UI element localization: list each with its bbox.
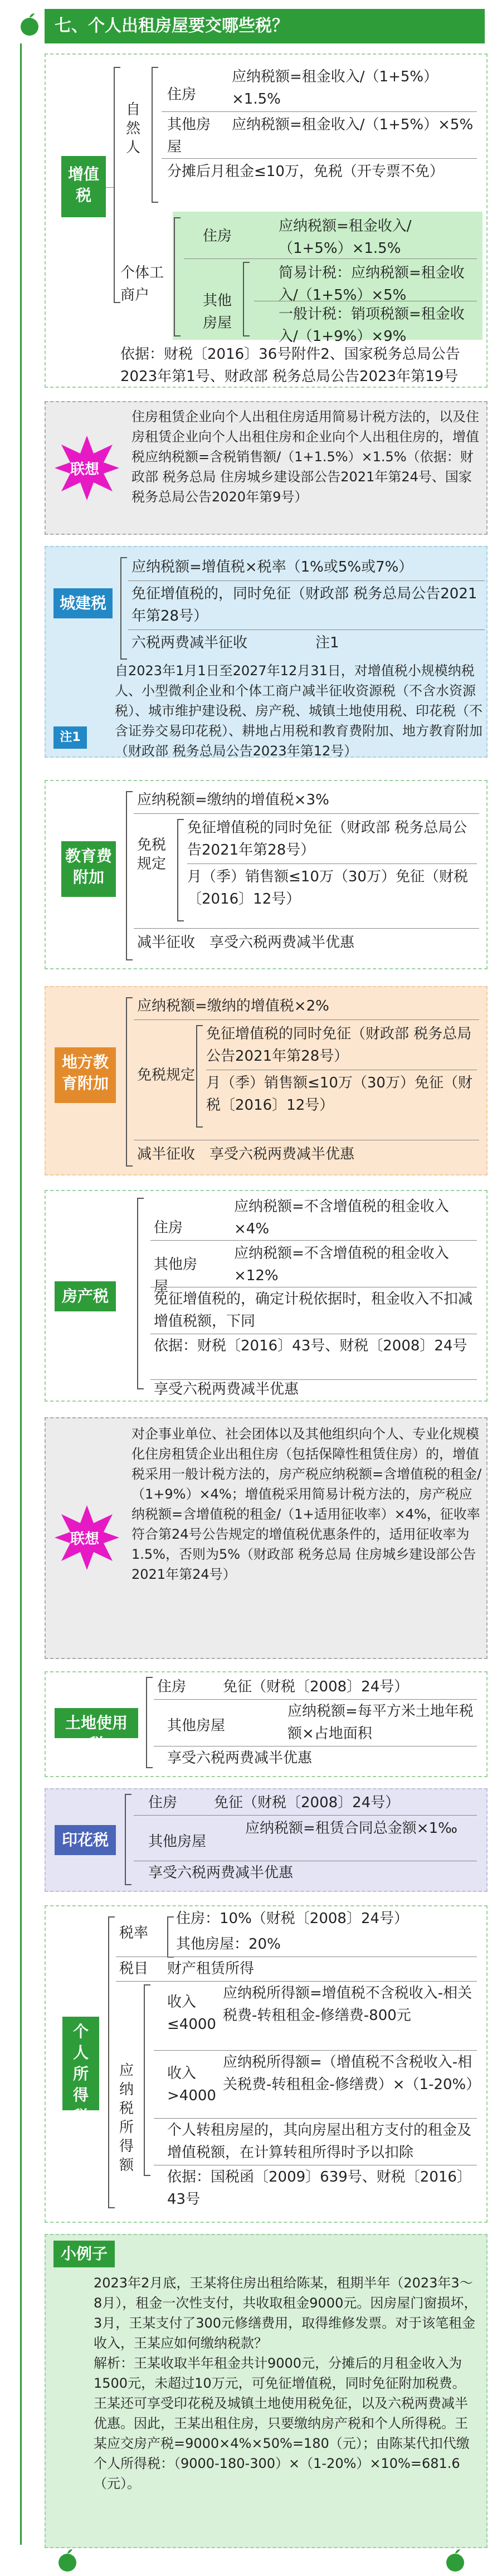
property-vat-exempt: 免征增值税的，确定计税依据时，租金收入不扣减增值税额，下同 (154, 1291, 473, 1330)
edu-exempt2: 月（季）销售额≤10万（30万）免征（财税〔2016〕12号） (187, 869, 468, 908)
land-tag: 土地使用税 (55, 1708, 138, 1738)
edu-half-label: 减半征收 (137, 934, 196, 951)
pit-over4000-label: 收入>4000 (167, 2065, 216, 2104)
example-text: 2023年2月底，王某将住房出租给陈某，租期半年（2023年3～8月），租金一次性支付，共收取租金9000元。因房屋门窗损坏，3月，王某支付了300元修缮费用，取得维修发票。对于该笔租金收入，王某应如何缴纳税款？ (94, 2275, 477, 2351)
land-other: 其他房屋 (167, 1718, 226, 1734)
property-half: 享受六税两费减半优惠 (154, 1381, 299, 1398)
local-edu-formula: 应纳税额=缴纳的增值税×2% (137, 998, 329, 1014)
local-edu-exempt1: 免征增值税的同时免征（财政部 税务总局公告2021年第28号） (206, 1026, 472, 1065)
pit-sublet: 个人转租房屋的，其向房屋出租方支付的租金及增值税额，在计算转租所得时予以扣除 (167, 2122, 472, 2161)
vat-residence: 住房 (167, 86, 197, 103)
land-residence-text: 免征（财税〔2008〕24号） (223, 1679, 409, 1695)
pit-tag: 个人所得税 (62, 2017, 99, 2110)
example-solution: 解析：王某收取半年租金共计9000元，分摊后的月租金收入为1500元，未超过10万元，可免征增值税，同时免征附加税费。王某还可享受印花税及城镇土地使用税免征，以及六税两费减半优惠。因此，王某出租住房，只要缴纳房产税和个人所得税。王某应交房产税=9000×4%×50%=180（元）；由陈某代扣代缴个人所得税：（9000-180-300）×（1-20%）×10%=681.6（元）。 (94, 2355, 470, 2491)
stamp-half: 享受六税两费减半优惠 (148, 1865, 294, 1881)
vat-other: 其他房屋 (167, 116, 211, 155)
pit-over4000: 应纳税所得额=（增值税不含税收入-相关税费-转租租金-修缮费）×（1-20%） (223, 2054, 481, 2093)
vat-other-formula: 应纳税额=租金收入/（1+5%）×5% (232, 116, 474, 133)
property-residence-formula: 应纳税额=不含增值税的租金收入×4% (234, 1198, 449, 1237)
land-other-formula: 应纳税额=每平方米土地年税额×占地面积 (287, 1703, 474, 1742)
vat-natural-person: 自然人 (126, 101, 141, 156)
pit-under4000-label: 收入≤4000 (167, 1994, 216, 2033)
stamp-residence-text: 免征（财税〔2008〕24号） (214, 1794, 400, 1811)
note1-label: 注1 (53, 726, 87, 749)
local-edu-half-label: 减半征收 (137, 1146, 196, 1163)
note1-text: 住房租赁企业向个人出租住房适用简易计税方法的，以及住房租赁企业向个人出租住房和企业向个人出租住房的，增值税应纳税额=含税销售额/（1+1.5%）×1.5%（依据：财政部 税务总局 住房城乡建设部公告2021年第24号、国家税务总局公告2020年第9号） (131, 409, 479, 505)
pit-rate-res: 住房：10%（财税〔2008〕24号） (176, 1910, 409, 1927)
edu-formula: 应纳税额=缴纳的增值税×3% (137, 792, 329, 808)
local-edu-tag: 地方教育附加 (55, 1047, 116, 1103)
urban-tag: 城建税 (53, 588, 113, 618)
pit-basis: 依据：国税函〔2009〕639号、财税〔2016〕43号 (167, 2169, 471, 2208)
edu-exempt1: 免征增值税的同时免征（财政部 税务总局公告2021年第28号） (187, 819, 467, 858)
vat-biz-residence-formula: 应纳税额=租金收入/（1+5%）×1.5% (279, 218, 412, 257)
apple-icon (57, 2548, 78, 2573)
note2-tag: 联想 (70, 1531, 100, 1548)
pit-under4000: 应纳税所得额=增值税不含税收入-相关税费-转租租金-修缮费-800元 (223, 1985, 472, 2024)
pit-taxable-label: 应纳税所得额 (119, 2062, 134, 2174)
stamp-other-formula: 应纳税额=租赁合同总金额×1‰ (245, 1820, 457, 1837)
vat-tag: 增值税 (61, 156, 106, 217)
stamp-tag: 印花税 (55, 1825, 116, 1855)
local-edu-exempt-label: 免税规定 (137, 1067, 196, 1084)
pit-item: 财产租赁所得 (167, 1960, 255, 1977)
pit-rate-label: 税率 (119, 1925, 149, 1941)
local-edu-half: 享受六税两费减半优惠 (209, 1146, 355, 1163)
vat-general-method: 一般计税：销项税额=租金收入/（1+9%）×9% (279, 306, 465, 345)
vat-installment: 分摊后月租金≤10万，免税（开专票不免） (167, 163, 444, 180)
edu-half: 享受六税两费减半优惠 (209, 934, 355, 951)
vat-business: 个体工商户 (120, 265, 164, 304)
edu-tag: 教育费附加 (61, 841, 116, 897)
urban-half: 六税两费减半征收 (131, 635, 248, 651)
apple-icon (19, 12, 40, 37)
urban-exempt: 免征增值税的，同时免征（财政部 税务总局公告2021年第28号） (131, 586, 477, 625)
vat-simple-method: 简易计税：应纳税额=租金收入/（1+5%）×5% (279, 265, 465, 304)
pit-item-label: 税目 (119, 1960, 149, 1977)
property-residence: 住房 (154, 1219, 183, 1236)
pit-rate-other: 其他房屋：20% (176, 1936, 281, 1953)
vat-biz-other: 其他房屋 (203, 292, 232, 331)
vat-biz-residence: 住房 (203, 228, 232, 245)
property-other-formula: 应纳税额=不含增值税的租金收入×12% (234, 1245, 449, 1284)
note1-tag: 联想 (70, 461, 100, 478)
urban-formula: 应纳税额=增值税×税率（1%或5%或7%） (131, 559, 413, 575)
page-title: 七、个人出租房屋要交哪些税？ (45, 9, 485, 43)
vat-residence-formula: 应纳税额=租金收入/（1+5%）×1.5% (232, 69, 438, 108)
spine-line (20, 43, 22, 2545)
urban-note-text: 自2023年1月1日至2027年12月31日，对增值税小规模纳税人、小型微利企业和个体工商户减半征收资源税（不含水资源税）、城市维护建设税、房产税、城镇土地使用税、印花税（不含证券交易印花税）、耕地占用税和教育费附加、地方教育附加（财政部 税务总局公告2023年第12号） (115, 663, 482, 759)
stamp-residence: 住房 (148, 1794, 178, 1811)
urban-note-ref: 注1 (315, 635, 339, 651)
apple-icon (445, 2548, 466, 2573)
property-basis: 依据：财税〔2016〕43号、财税〔2008〕24号 (154, 1338, 467, 1354)
vat-basis: 依据：财税〔2016〕36号附件2、国家税务总局公告2023年第1号、财政部 税务总局公告2023年第19号 (120, 346, 460, 385)
property-tag: 房产税 (55, 1281, 116, 1311)
land-residence: 住房 (157, 1679, 187, 1695)
stamp-other: 其他房屋 (148, 1833, 207, 1850)
local-edu-exempt2: 月（季）销售额≤10万（30万）免征（财税〔2016〕12号） (206, 1075, 472, 1114)
land-half: 享受六税两费减半优惠 (167, 1750, 313, 1767)
edu-exempt-label: 免税规定 (137, 837, 167, 872)
property-other: 其他房屋 (154, 1256, 198, 1295)
example-tag: 小例子 (53, 2241, 115, 2267)
note2-text: 对企事业单位、社会团体以及其他组织向个人、专业化规模化住房租赁企业出租住房（包括保障性租赁住房）的，增值税采用一般计税方法的，房产税应纳税额=含增值税的租金/（1+9%）×4%；增值税采用简易计税方法的，房产税应纳税额=含增值税的租金/（1+适用征收率）×4%，征收率符合第24号公告规定的增值税优惠条件的，适用征收率为1.5%，否则为5%（财政部 税务总局 住房城乡建设部公告2021年第24号） (131, 1426, 482, 1582)
